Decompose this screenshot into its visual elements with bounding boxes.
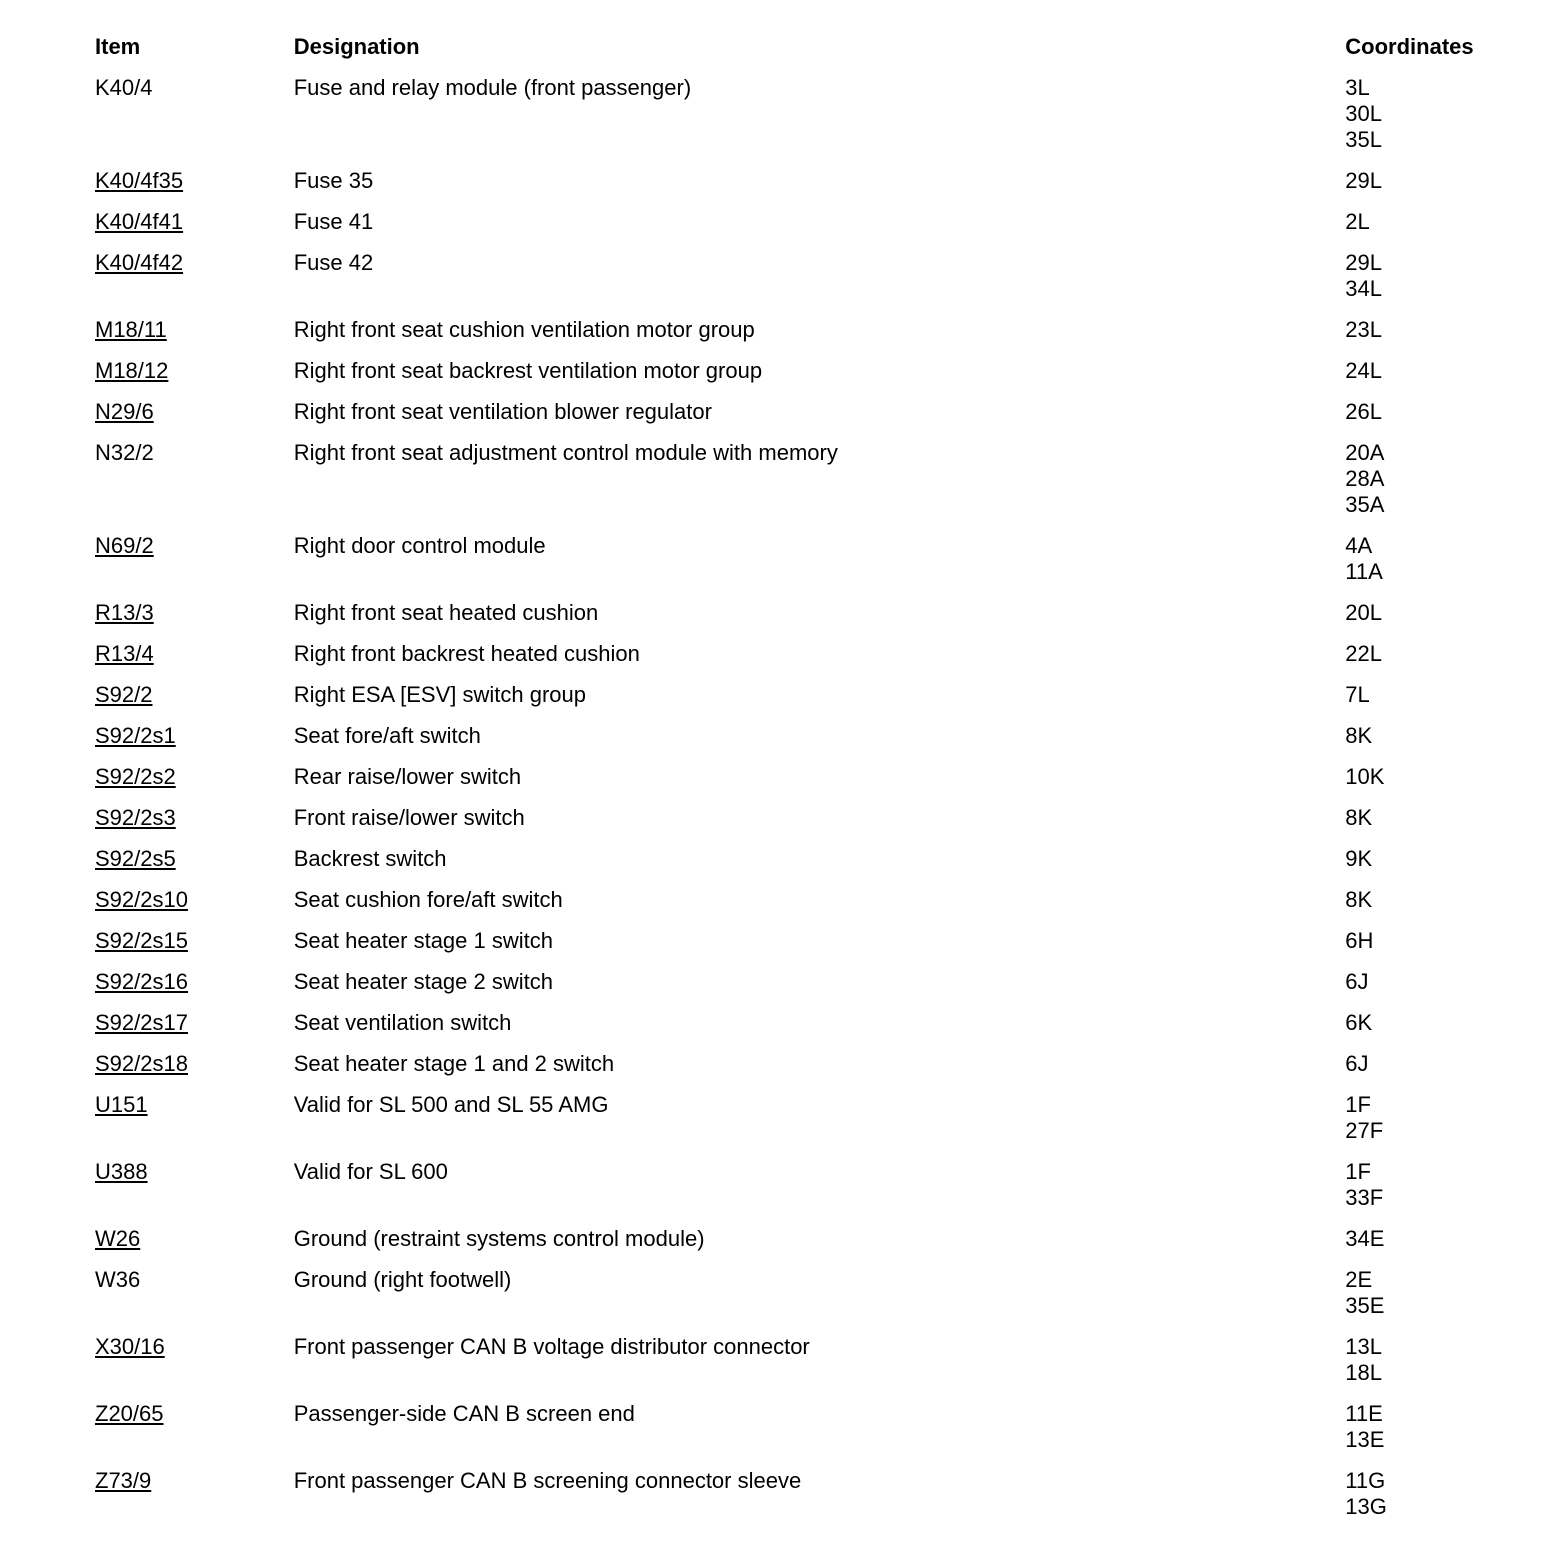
coordinate: 26L xyxy=(1345,399,1382,424)
item-link[interactable]: S92/2s2 xyxy=(95,764,176,789)
coordinates-cell xyxy=(1345,1159,1535,1211)
item-label: N32/2 xyxy=(95,440,154,465)
coordinate: 29L xyxy=(1345,250,1382,275)
table-row xyxy=(95,168,1535,209)
designation-cell: Seat fore/aft switch xyxy=(293,723,481,748)
item-cell xyxy=(95,209,294,235)
item-link[interactable]: K40/4f41 xyxy=(95,209,184,234)
coordinate: 18L xyxy=(1345,1360,1382,1385)
coordinates-cell xyxy=(1345,805,1535,831)
coordinates-cell xyxy=(1345,928,1535,954)
table-row xyxy=(95,846,1535,887)
coordinates-cell xyxy=(1345,723,1535,749)
coordinate: 8K xyxy=(1345,805,1373,830)
coordinates-cell xyxy=(1345,75,1535,153)
coordinates-cell xyxy=(1345,1267,1535,1319)
table-row xyxy=(95,887,1535,928)
designation-cell: Right front seat ventilation blower regulator xyxy=(293,399,712,424)
coordinate: 35A xyxy=(1345,492,1385,517)
item-link[interactable]: M18/12 xyxy=(95,358,169,383)
coordinates-cell xyxy=(1345,641,1535,667)
designation-cell: Right front seat cushion ventilation motor group xyxy=(293,317,755,342)
item-link[interactable]: S92/2s1 xyxy=(95,723,176,748)
item-link[interactable]: S92/2s3 xyxy=(95,805,176,830)
item-cell xyxy=(95,250,294,302)
item-link[interactable]: R13/3 xyxy=(95,600,154,625)
item-cell xyxy=(95,1159,294,1211)
coordinate: 22L xyxy=(1345,641,1382,666)
coordinate: 1F xyxy=(1345,1092,1371,1117)
designation-cell: Passenger-side CAN B screen end xyxy=(293,1401,635,1426)
table-row xyxy=(95,641,1535,682)
designation-cell: Valid for SL 500 and SL 55 AMG xyxy=(293,1092,609,1117)
header-item: Item xyxy=(95,34,141,59)
table-row xyxy=(95,1267,1535,1334)
table-row xyxy=(95,250,1535,317)
table-row xyxy=(95,969,1535,1010)
coordinate: 34L xyxy=(1345,276,1382,301)
designation-cell: Valid for SL 600 xyxy=(293,1159,448,1184)
item-link[interactable]: N29/6 xyxy=(95,399,154,424)
table-body xyxy=(95,75,1535,1535)
item-link[interactable]: N69/2 xyxy=(95,533,154,558)
item-link[interactable]: S92/2s18 xyxy=(95,1051,188,1076)
item-link[interactable]: S92/2s16 xyxy=(95,969,188,994)
item-link[interactable]: S92/2s15 xyxy=(95,928,188,953)
coordinate: 33F xyxy=(1345,1185,1384,1210)
item-link[interactable]: U151 xyxy=(95,1092,148,1117)
coordinate: 2E xyxy=(1345,1267,1373,1292)
coordinates-cell xyxy=(1345,1334,1535,1386)
item-cell xyxy=(95,358,294,384)
coordinate: 9K xyxy=(1345,846,1373,871)
table-row xyxy=(95,358,1535,399)
item-link[interactable]: Z73/9 xyxy=(95,1468,152,1493)
component-table xyxy=(95,34,1535,1535)
designation-cell: Right front seat adjustment control module with memory xyxy=(293,440,838,465)
table-row xyxy=(95,75,1535,168)
item-link[interactable]: Z20/65 xyxy=(95,1401,164,1426)
coordinates-cell xyxy=(1345,1468,1535,1520)
coordinate: 11E xyxy=(1345,1401,1383,1426)
designation-cell: Seat ventilation switch xyxy=(293,1010,512,1035)
coordinate: 10K xyxy=(1345,764,1385,789)
designation-cell: Fuse 41 xyxy=(293,209,374,234)
designation-cell: Rear raise/lower switch xyxy=(293,764,522,789)
item-cell xyxy=(95,399,294,425)
table-row xyxy=(95,1051,1535,1092)
coordinate: 7L xyxy=(1345,682,1370,707)
designation-cell: Ground (right footwell) xyxy=(293,1267,512,1292)
item-cell xyxy=(95,1051,294,1077)
table-row xyxy=(95,1334,1535,1401)
coordinate: 23L xyxy=(1345,317,1382,342)
item-link[interactable]: X30/16 xyxy=(95,1334,165,1359)
item-link[interactable]: M18/11 xyxy=(95,317,167,342)
item-cell xyxy=(95,533,294,585)
coordinates-cell xyxy=(1345,600,1535,626)
item-cell xyxy=(95,928,294,954)
item-link[interactable]: S92/2s10 xyxy=(95,887,188,912)
table-row xyxy=(95,928,1535,969)
item-cell xyxy=(95,1092,294,1144)
table-row xyxy=(95,1226,1535,1267)
designation-cell: Backrest switch xyxy=(293,846,447,871)
table-row xyxy=(95,1010,1535,1051)
item-cell xyxy=(95,1267,294,1319)
coordinate: 30L xyxy=(1345,101,1382,126)
designation-cell: Right front seat heated cushion xyxy=(293,600,599,625)
coordinate: 35L xyxy=(1345,127,1382,152)
table-row xyxy=(95,1159,1535,1226)
coordinate: 27F xyxy=(1345,1118,1384,1143)
table-row xyxy=(95,1092,1535,1159)
item-cell xyxy=(95,1334,294,1386)
item-cell xyxy=(95,1401,294,1453)
table-row xyxy=(95,682,1535,723)
designation-cell: Ground (restraint systems control module) xyxy=(293,1226,705,1251)
item-link[interactable]: U388 xyxy=(95,1159,148,1184)
designation-cell: Seat cushion fore/aft switch xyxy=(293,887,563,912)
coordinates-cell xyxy=(1345,1401,1535,1453)
coordinate: 6K xyxy=(1345,1010,1373,1035)
coordinate: 8K xyxy=(1345,723,1373,748)
item-cell xyxy=(95,846,294,872)
coordinate: 6J xyxy=(1345,969,1369,994)
coordinate: 3L xyxy=(1345,75,1370,100)
coordinate: 1F xyxy=(1345,1159,1371,1184)
table-row xyxy=(95,317,1535,358)
coordinates-cell xyxy=(1345,887,1535,913)
coordinates-cell xyxy=(1345,399,1535,425)
table-row xyxy=(95,399,1535,440)
item-cell xyxy=(95,969,294,995)
item-cell xyxy=(95,723,294,749)
coordinates-cell xyxy=(1345,1092,1535,1144)
designation-cell: Seat heater stage 1 and 2 switch xyxy=(293,1051,615,1076)
table-row xyxy=(95,1468,1535,1535)
designation-cell: Front passenger CAN B voltage distributor connector xyxy=(293,1334,810,1359)
item-cell xyxy=(95,600,294,626)
coordinates-cell xyxy=(1345,440,1535,518)
item-cell xyxy=(95,440,294,518)
item-link[interactable]: S92/2s5 xyxy=(95,846,176,871)
table-row xyxy=(95,600,1535,641)
item-link[interactable]: S92/2 xyxy=(95,682,153,707)
item-cell xyxy=(95,805,294,831)
item-cell xyxy=(95,168,294,194)
coordinate: 13G xyxy=(1345,1494,1387,1519)
coordinates-cell xyxy=(1345,1051,1535,1077)
item-cell xyxy=(95,75,294,153)
coordinates-cell xyxy=(1345,250,1535,302)
coordinates-cell xyxy=(1345,533,1535,585)
item-cell xyxy=(95,682,294,708)
header-coordinates: Coordinates xyxy=(1345,34,1474,59)
table-header xyxy=(95,34,1535,75)
item-cell xyxy=(95,317,294,343)
item-cell xyxy=(95,1226,294,1252)
table-row xyxy=(95,805,1535,846)
coordinates-cell xyxy=(1345,1010,1535,1036)
coordinate: 11A xyxy=(1345,559,1383,584)
coordinates-cell xyxy=(1345,317,1535,343)
item-link[interactable]: S92/2s17 xyxy=(95,1010,188,1035)
item-cell xyxy=(95,764,294,790)
table-row xyxy=(95,533,1535,600)
coordinates-cell xyxy=(1345,168,1535,194)
coordinate: 8K xyxy=(1345,887,1373,912)
table-row xyxy=(95,764,1535,805)
designation-cell: Front passenger CAN B screening connector sleeve xyxy=(293,1468,802,1493)
designation-cell: Seat heater stage 2 switch xyxy=(293,969,553,994)
designation-cell: Right front seat backrest ventilation motor group xyxy=(293,358,763,383)
coordinate: 24L xyxy=(1345,358,1382,383)
designation-cell: Right ESA [ESV] switch group xyxy=(293,682,586,707)
designation-cell: Right door control module xyxy=(293,533,546,558)
coordinate: 13L xyxy=(1345,1334,1382,1359)
item-cell xyxy=(95,641,294,667)
item-cell xyxy=(95,887,294,913)
coordinate: 11G xyxy=(1345,1468,1386,1493)
item-label: W36 xyxy=(95,1267,141,1292)
header-designation: Designation xyxy=(293,34,420,59)
coordinates-cell xyxy=(1345,969,1535,995)
designation-cell: Fuse 42 xyxy=(293,250,374,275)
table-row xyxy=(95,209,1535,250)
designation-cell: Fuse 35 xyxy=(293,168,374,193)
designation-cell: Seat heater stage 1 switch xyxy=(293,928,553,953)
coordinate: 4A xyxy=(1345,533,1373,558)
coordinates-cell xyxy=(1345,764,1535,790)
item-cell xyxy=(95,1468,294,1520)
coordinates-cell xyxy=(1345,209,1535,235)
coordinates-cell xyxy=(1345,1226,1535,1252)
coordinate: 28A xyxy=(1345,466,1385,491)
designation-cell: Right front backrest heated cushion xyxy=(293,641,640,666)
coordinate: 13E xyxy=(1345,1427,1385,1452)
coordinates-cell xyxy=(1345,846,1535,872)
item-cell xyxy=(95,1010,294,1036)
coordinate: 6H xyxy=(1345,928,1374,953)
table-row xyxy=(95,1401,1535,1468)
designation-cell: Fuse and relay module (front passenger) xyxy=(293,75,692,100)
item-link[interactable]: W26 xyxy=(95,1226,141,1251)
item-link[interactable]: R13/4 xyxy=(95,641,154,666)
coordinates-cell xyxy=(1345,358,1535,384)
coordinate: 29L xyxy=(1345,168,1382,193)
table-row xyxy=(95,723,1535,764)
coordinate: 34E xyxy=(1345,1226,1385,1251)
coordinates-cell xyxy=(1345,682,1535,708)
table-row xyxy=(95,440,1535,533)
coordinate: 2L xyxy=(1345,209,1370,234)
coordinate: 20A xyxy=(1345,440,1385,465)
item-link[interactable]: K40/4f35 xyxy=(95,168,184,193)
coordinate: 35E xyxy=(1345,1293,1385,1318)
item-link[interactable]: K40/4f42 xyxy=(95,250,184,275)
coordinate: 6J xyxy=(1345,1051,1369,1076)
item-label: K40/4 xyxy=(95,75,153,100)
designation-cell: Front raise/lower switch xyxy=(293,805,525,830)
coordinate: 20L xyxy=(1345,600,1382,625)
